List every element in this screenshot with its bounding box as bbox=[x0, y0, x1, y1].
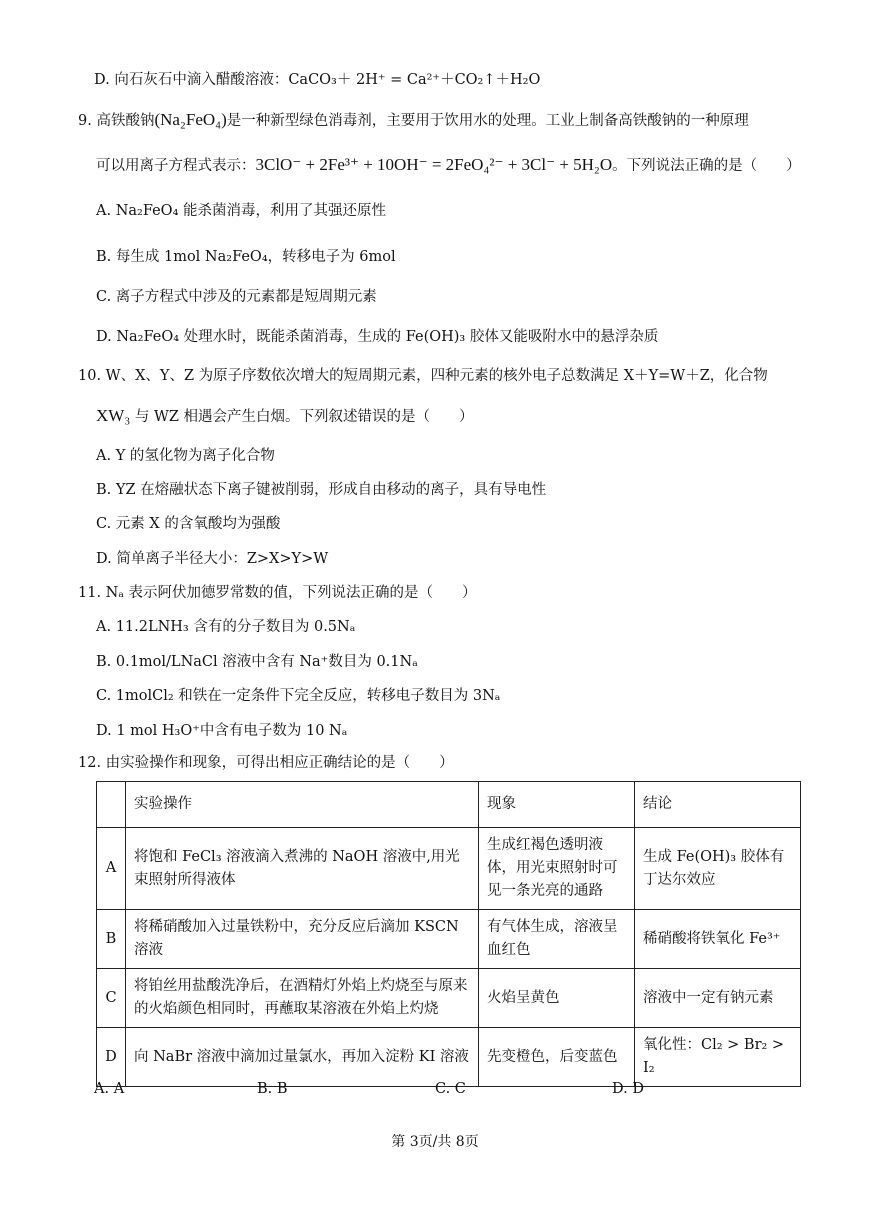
q11-option-d: D. 1 mol H₃O⁺中含有电子数为 10 Nₐ bbox=[96, 723, 348, 739]
q9-formula: (Na₂FeO₄) bbox=[154, 110, 227, 129]
table-cell: 稀硝酸将铁氧化 Fe³⁺ bbox=[635, 910, 801, 969]
table-header-row bbox=[97, 782, 801, 828]
header-cell bbox=[97, 782, 126, 828]
table-cell: 向 NaBr 溶液中滴加过量氯水，再加入淀粉 KI 溶液 bbox=[126, 1028, 479, 1087]
q12-answer-a: A. A bbox=[94, 1081, 125, 1097]
header-cell: 结论 bbox=[635, 782, 801, 828]
q9-equation: 3ClO⁻ + 2Fe³⁺ + 10OH⁻ = 2FeO₄²⁻ + 3Cl⁻ + 5H₂O bbox=[255, 155, 613, 174]
table-cell: 生成 Fe(OH)₃ 胶体有丁达尔效应 bbox=[635, 828, 801, 910]
q9-stem-line1 bbox=[78, 110, 749, 131]
table-cell: 先变橙色，后变蓝色 bbox=[479, 1028, 635, 1087]
row-label: A bbox=[97, 828, 126, 910]
q11-option-c: C. 1molCl₂ 和铁在一定条件下完全反应，转移电子数目为 3Nₐ bbox=[96, 688, 501, 704]
row-label: B bbox=[97, 910, 126, 969]
header-cell: 现象 bbox=[479, 782, 635, 828]
q11-option-b: B. 0.1mol/LNaCl 溶液中含有 Na⁺数目为 0.1Nₐ bbox=[96, 654, 418, 670]
q8-option-d: D. 向石灰石中滴入醋酸溶液：CaCO₃＋ 2H⁺ = Ca²⁺＋CO₂↑＋H₂O bbox=[94, 72, 541, 88]
table-row bbox=[97, 910, 801, 969]
table-row bbox=[97, 969, 801, 1028]
q9-stem-line2-pre: 可以用离子方程式表示： bbox=[96, 158, 256, 174]
table-row bbox=[97, 828, 801, 910]
q12-answer-b: B. B bbox=[257, 1081, 288, 1097]
q12-answer-c: C. C bbox=[435, 1081, 466, 1097]
q11-stem: 11. Nₐ 表示阿伏加德罗常数的值，下列说法正确的是（ ） bbox=[78, 585, 477, 601]
q9-option-d: D. Na₂FeO₄ 处理水时，既能杀菌消毒，生成的 Fe(OH)₃ 胶体又能吸附水中的悬浮杂质 bbox=[96, 329, 659, 345]
table-cell: 有气体生成，溶液呈血红色 bbox=[479, 910, 635, 969]
experiment-table bbox=[96, 781, 801, 1087]
q11-option-a: A. 11.2LNH₃ 含有的分子数目为 0.5Nₐ bbox=[96, 619, 356, 635]
q10-stem-line2-post: 与 WZ 相遇会产生白烟。下列叙述错误的是（ ） bbox=[130, 409, 474, 425]
q9-stem-line2-post: 。下列说法正确的是（ ） bbox=[612, 158, 801, 174]
header-cell: 实验操作 bbox=[126, 782, 479, 828]
q9-option-a: A. Na₂FeO₄ 能杀菌消毒，利用了其强还原性 bbox=[96, 203, 386, 219]
table-cell: 火焰呈黄色 bbox=[479, 969, 635, 1028]
table-cell: 将饱和 FeCl₃ 溶液滴入煮沸的 NaOH 溶液中,用光束照射所得液体 bbox=[126, 828, 479, 910]
row-label: C bbox=[97, 969, 126, 1028]
q10-option-d: D. 简单离子半径大小：Z>X>Y>W bbox=[96, 551, 329, 567]
q10-stem-line1: 10. W、X、Y、Z 为原子序数依次增大的短周期元素，四种元素的核外电子总数满足 X＋Y=W＋Z，化合物 bbox=[78, 368, 768, 384]
q10-option-b: B. YZ 在熔融状态下离子键被削弱，形成自由移动的离子，具有导电性 bbox=[96, 482, 547, 498]
q9-option-b: B. 每生成 1mol Na₂FeO₄，转移电子为 6mol bbox=[96, 249, 396, 265]
page-footer: 第 3页/共 8页 bbox=[391, 1134, 479, 1150]
q12-answer-d: D. D bbox=[612, 1081, 644, 1097]
table-cell: 氧化性：Cl₂ > Br₂ > I₂ bbox=[635, 1028, 801, 1087]
q10-stem-line2 bbox=[96, 406, 474, 427]
q9-stem-text: 是一种新型绿色消毒剂，主要用于饮用水的处理。工业上制备高铁酸钠的一种原理 bbox=[226, 113, 749, 129]
q12-stem: 12. 由实验操作和现象，可得出相应正确结论的是（ ） bbox=[78, 755, 454, 771]
q9-number: 9. 高铁酸钠 bbox=[78, 113, 155, 129]
table-cell: 将铂丝用盐酸洗净后，在酒精灯外焰上灼烧至与原来的火焰颜色相同时，再蘸取某溶液在外焰上灼烧 bbox=[126, 969, 479, 1028]
table-cell: 生成红褐色透明液体，用光束照射时可见一条光亮的通路 bbox=[479, 828, 635, 910]
row-label: D bbox=[97, 1028, 126, 1087]
q9-option-c: C. 离子方程式中涉及的元素都是短周期元素 bbox=[96, 289, 377, 305]
q9-stem-line2 bbox=[96, 155, 801, 176]
table-row bbox=[97, 1028, 801, 1087]
q10-option-a: A. Y 的氢化物为离子化合物 bbox=[96, 448, 275, 464]
q10-formula: XW₃ bbox=[96, 406, 131, 425]
q10-option-c: C. 元素 X 的含氧酸均为强酸 bbox=[96, 516, 281, 532]
table-cell: 溶液中一定有钠元素 bbox=[635, 969, 801, 1028]
table-cell: 将稀硝酸加入过量铁粉中，充分反应后滴加 KSCN 溶液 bbox=[126, 910, 479, 969]
